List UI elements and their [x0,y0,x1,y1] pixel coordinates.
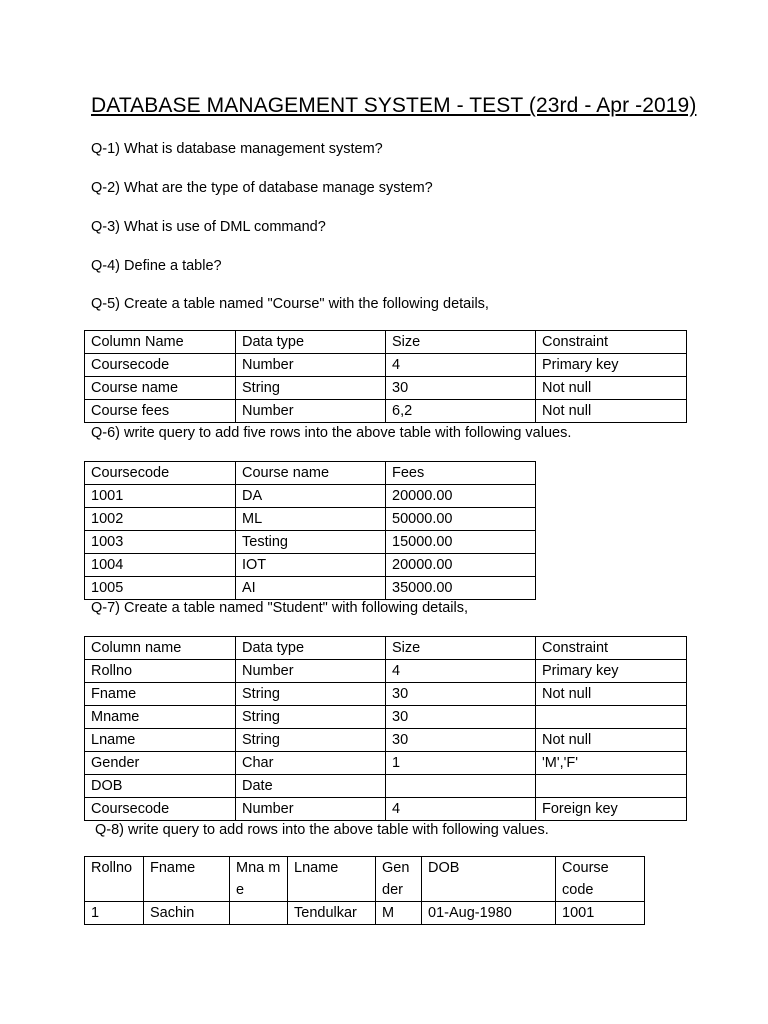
header-cell: Constraint [536,331,687,354]
table-cell: Number [236,400,386,423]
table-cell: String [236,706,386,729]
table-row [85,660,687,683]
header-cell: DOB [422,857,556,902]
table-row [85,531,536,554]
table-cell: ML [236,508,386,531]
table-row [85,798,687,821]
table-row [85,485,536,508]
table-cell [536,706,687,729]
table-cell: 30 [386,683,536,706]
table-row [85,902,645,925]
table-cell: 50000.00 [386,508,536,531]
table-header-row [85,462,536,485]
header-cell: Size [386,637,536,660]
table-cell: 4 [386,354,536,377]
table-cell: 30 [386,377,536,400]
table-cell: Date [236,775,386,798]
table-cell: 6,2 [386,400,536,423]
table-cell: 1002 [85,508,236,531]
table-cell: Course fees [85,400,236,423]
table-header-row [85,331,687,354]
table-cell: 1001 [85,485,236,508]
table-cell: AI [236,577,386,600]
table-header-row [85,857,645,902]
table-cell: Number [236,660,386,683]
table-cell: Mname [85,706,236,729]
table-cell: String [236,729,386,752]
table-row [85,729,687,752]
table-cell [386,775,536,798]
question-3: Q-3) What is use of DML command? [91,219,326,235]
table-cell [536,775,687,798]
table-row [85,706,687,729]
question-7: Q-7) Create a table named "Student" with following details, [91,600,469,616]
table-cell: 1 [85,902,144,925]
table-cell: DA [236,485,386,508]
table-cell: 1004 [85,554,236,577]
table-cell: Tendulkar [288,902,376,925]
table-cell: Primary key [536,354,687,377]
header-cell: Size [386,331,536,354]
header-cell: Course code [556,857,645,902]
header-cell: Column name [85,637,236,660]
table-cell: Not null [536,400,687,423]
table-cell [230,902,288,925]
table-cell: Primary key [536,660,687,683]
header-cell: Constraint [536,637,687,660]
table-row [85,354,687,377]
table-cell: 30 [386,706,536,729]
table-cell: 'M','F' [536,752,687,775]
student-values-table [84,856,645,925]
table-cell: Number [236,798,386,821]
table-row [85,508,536,531]
page-title: DATABASE MANAGEMENT SYSTEM - TEST (23rd - Apr -2019) [91,94,697,117]
table-cell: Testing [236,531,386,554]
question-1: Q-1) What is database management system? [91,141,383,157]
table-cell: Char [236,752,386,775]
table-header-row [85,637,687,660]
table-row [85,400,687,423]
table-cell: DOB [85,775,236,798]
header-cell: Fname [144,857,230,902]
table-row [85,752,687,775]
table-cell: Sachin [144,902,230,925]
table-cell: 30 [386,729,536,752]
table-cell: String [236,377,386,400]
table-cell: Fname [85,683,236,706]
question-6: Q-6) write query to add five rows into the above table with following values. [91,425,572,441]
table-cell: Not null [536,683,687,706]
table-cell: Number [236,354,386,377]
header-cell: Mna me [230,857,288,902]
header-cell: Coursecode [85,462,236,485]
table-cell: IOT [236,554,386,577]
header-cell: Data type [236,331,386,354]
table-cell: 1001 [556,902,645,925]
header-cell: Data type [236,637,386,660]
table-cell: 1 [386,752,536,775]
student-schema-table [84,636,687,821]
table-cell: String [236,683,386,706]
course-values-table [84,461,536,600]
header-cell: Course name [236,462,386,485]
table-cell: 1005 [85,577,236,600]
table-cell: 4 [386,660,536,683]
header-cell: Fees [386,462,536,485]
table-cell: 20000.00 [386,485,536,508]
table-cell: Course name [85,377,236,400]
table-cell: M [376,902,422,925]
table-cell: Not null [536,729,687,752]
table-cell: 35000.00 [386,577,536,600]
table-cell: 20000.00 [386,554,536,577]
table-cell: Not null [536,377,687,400]
table-row [85,377,687,400]
table-row [85,683,687,706]
header-cell: Rollno [85,857,144,902]
header-cell: Lname [288,857,376,902]
table-cell: 1003 [85,531,236,554]
table-cell: Lname [85,729,236,752]
question-4: Q-4) Define a table? [91,258,222,274]
header-cell: Column Name [85,331,236,354]
table-cell: Rollno [85,660,236,683]
table-cell: Coursecode [85,354,236,377]
question-8: Q-8) write query to add rows into the above table with following values. [95,822,549,838]
table-cell: 15000.00 [386,531,536,554]
table-row [85,554,536,577]
table-cell: 01-Aug-1980 [422,902,556,925]
table-cell: Coursecode [85,798,236,821]
table-cell: 4 [386,798,536,821]
table-cell: Foreign key [536,798,687,821]
course-schema-table [84,330,687,423]
table-row [85,577,536,600]
question-2: Q-2) What are the type of database manage system? [91,180,433,196]
header-cell: Gen der [376,857,422,902]
table-cell: Gender [85,752,236,775]
question-5: Q-5) Create a table named "Course" with the following details, [91,296,489,312]
table-row [85,775,687,798]
